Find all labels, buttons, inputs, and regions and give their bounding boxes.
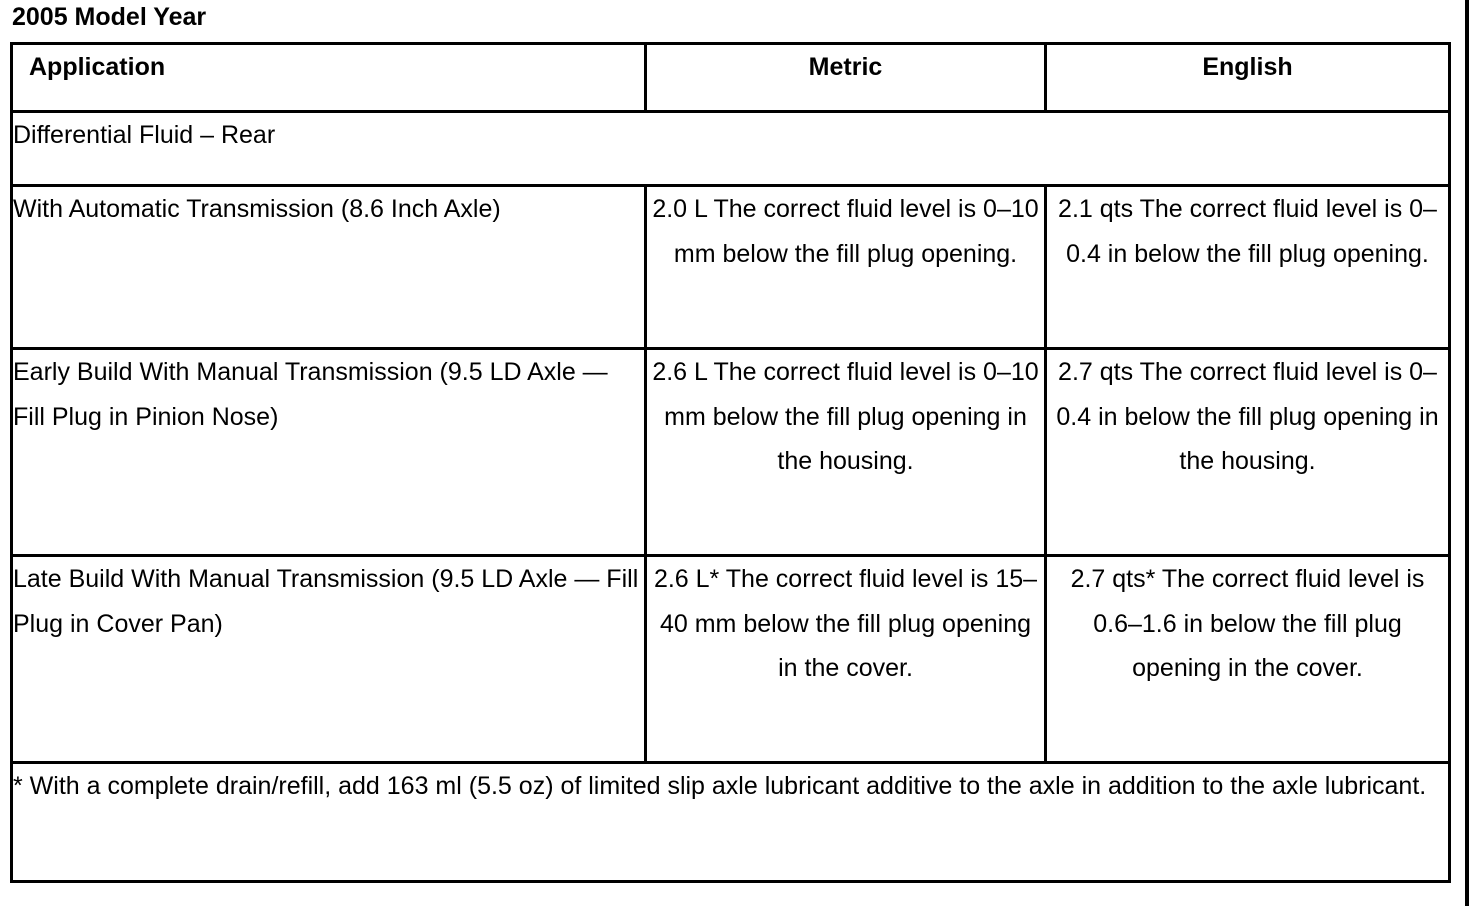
footnote: * With a complete drain/refill, add 163 ml (5.5 oz) of limited slip axle lubricant additive to the axle in addition to the axle lubricant.: [12, 763, 1450, 882]
metric-cell: [646, 556, 1046, 763]
application-cell: [12, 556, 646, 763]
application-text: With Automatic Transmission (8.6 Inch Axle): [13, 195, 501, 223]
english-cell: [1046, 556, 1450, 763]
page-title: 2005 Model Year: [12, 3, 207, 31]
column-header-metric: Metric: [646, 44, 1046, 112]
english-text: 2.7 qts* The correct fluid level is 0.6–1.6 in below the fill plug opening in the cover.: [1070, 565, 1425, 682]
page-edge-rule: [1465, 0, 1469, 906]
column-header-application: Application: [12, 44, 646, 112]
english-cell: [1046, 186, 1450, 349]
metric-text: 2.6 L The correct fluid level is 0–10 mm below the fill plug opening in the housing.: [652, 358, 1039, 475]
table-header-row: [12, 44, 1450, 112]
application-text: Early Build With Manual Transmission (9.5 LD Axle — Fill Plug in Pinion Nose): [13, 358, 608, 431]
metric-text: 2.6 L* The correct fluid level is 15–40 mm below the fill plug opening in the cover.: [653, 565, 1038, 682]
section-row: [12, 112, 1450, 186]
metric-cell: [646, 349, 1046, 556]
english-text: 2.1 qts The correct fluid level is 0–0.4 in below the fill plug opening.: [1058, 195, 1437, 268]
table-row: [12, 349, 1450, 556]
table-row: [12, 186, 1450, 349]
table-row: [12, 556, 1450, 763]
application-cell: [12, 186, 646, 349]
application-cell: [12, 349, 646, 556]
metric-cell: [646, 186, 1046, 349]
english-text: 2.7 qts The correct fluid level is 0–0.4 in below the fill plug opening in the housing.: [1056, 358, 1439, 475]
column-header-english: English: [1046, 44, 1450, 112]
english-cell: [1046, 349, 1450, 556]
metric-text: 2.0 L The correct fluid level is 0–10 mm below the fill plug opening.: [652, 195, 1039, 268]
section-label: Differential Fluid – Rear: [12, 112, 1450, 186]
fluid-capacity-table: [10, 42, 1451, 883]
application-text: Late Build With Manual Transmission (9.5 LD Axle — Fill Plug in Cover Pan): [13, 565, 639, 638]
footnote-row: [12, 763, 1450, 882]
